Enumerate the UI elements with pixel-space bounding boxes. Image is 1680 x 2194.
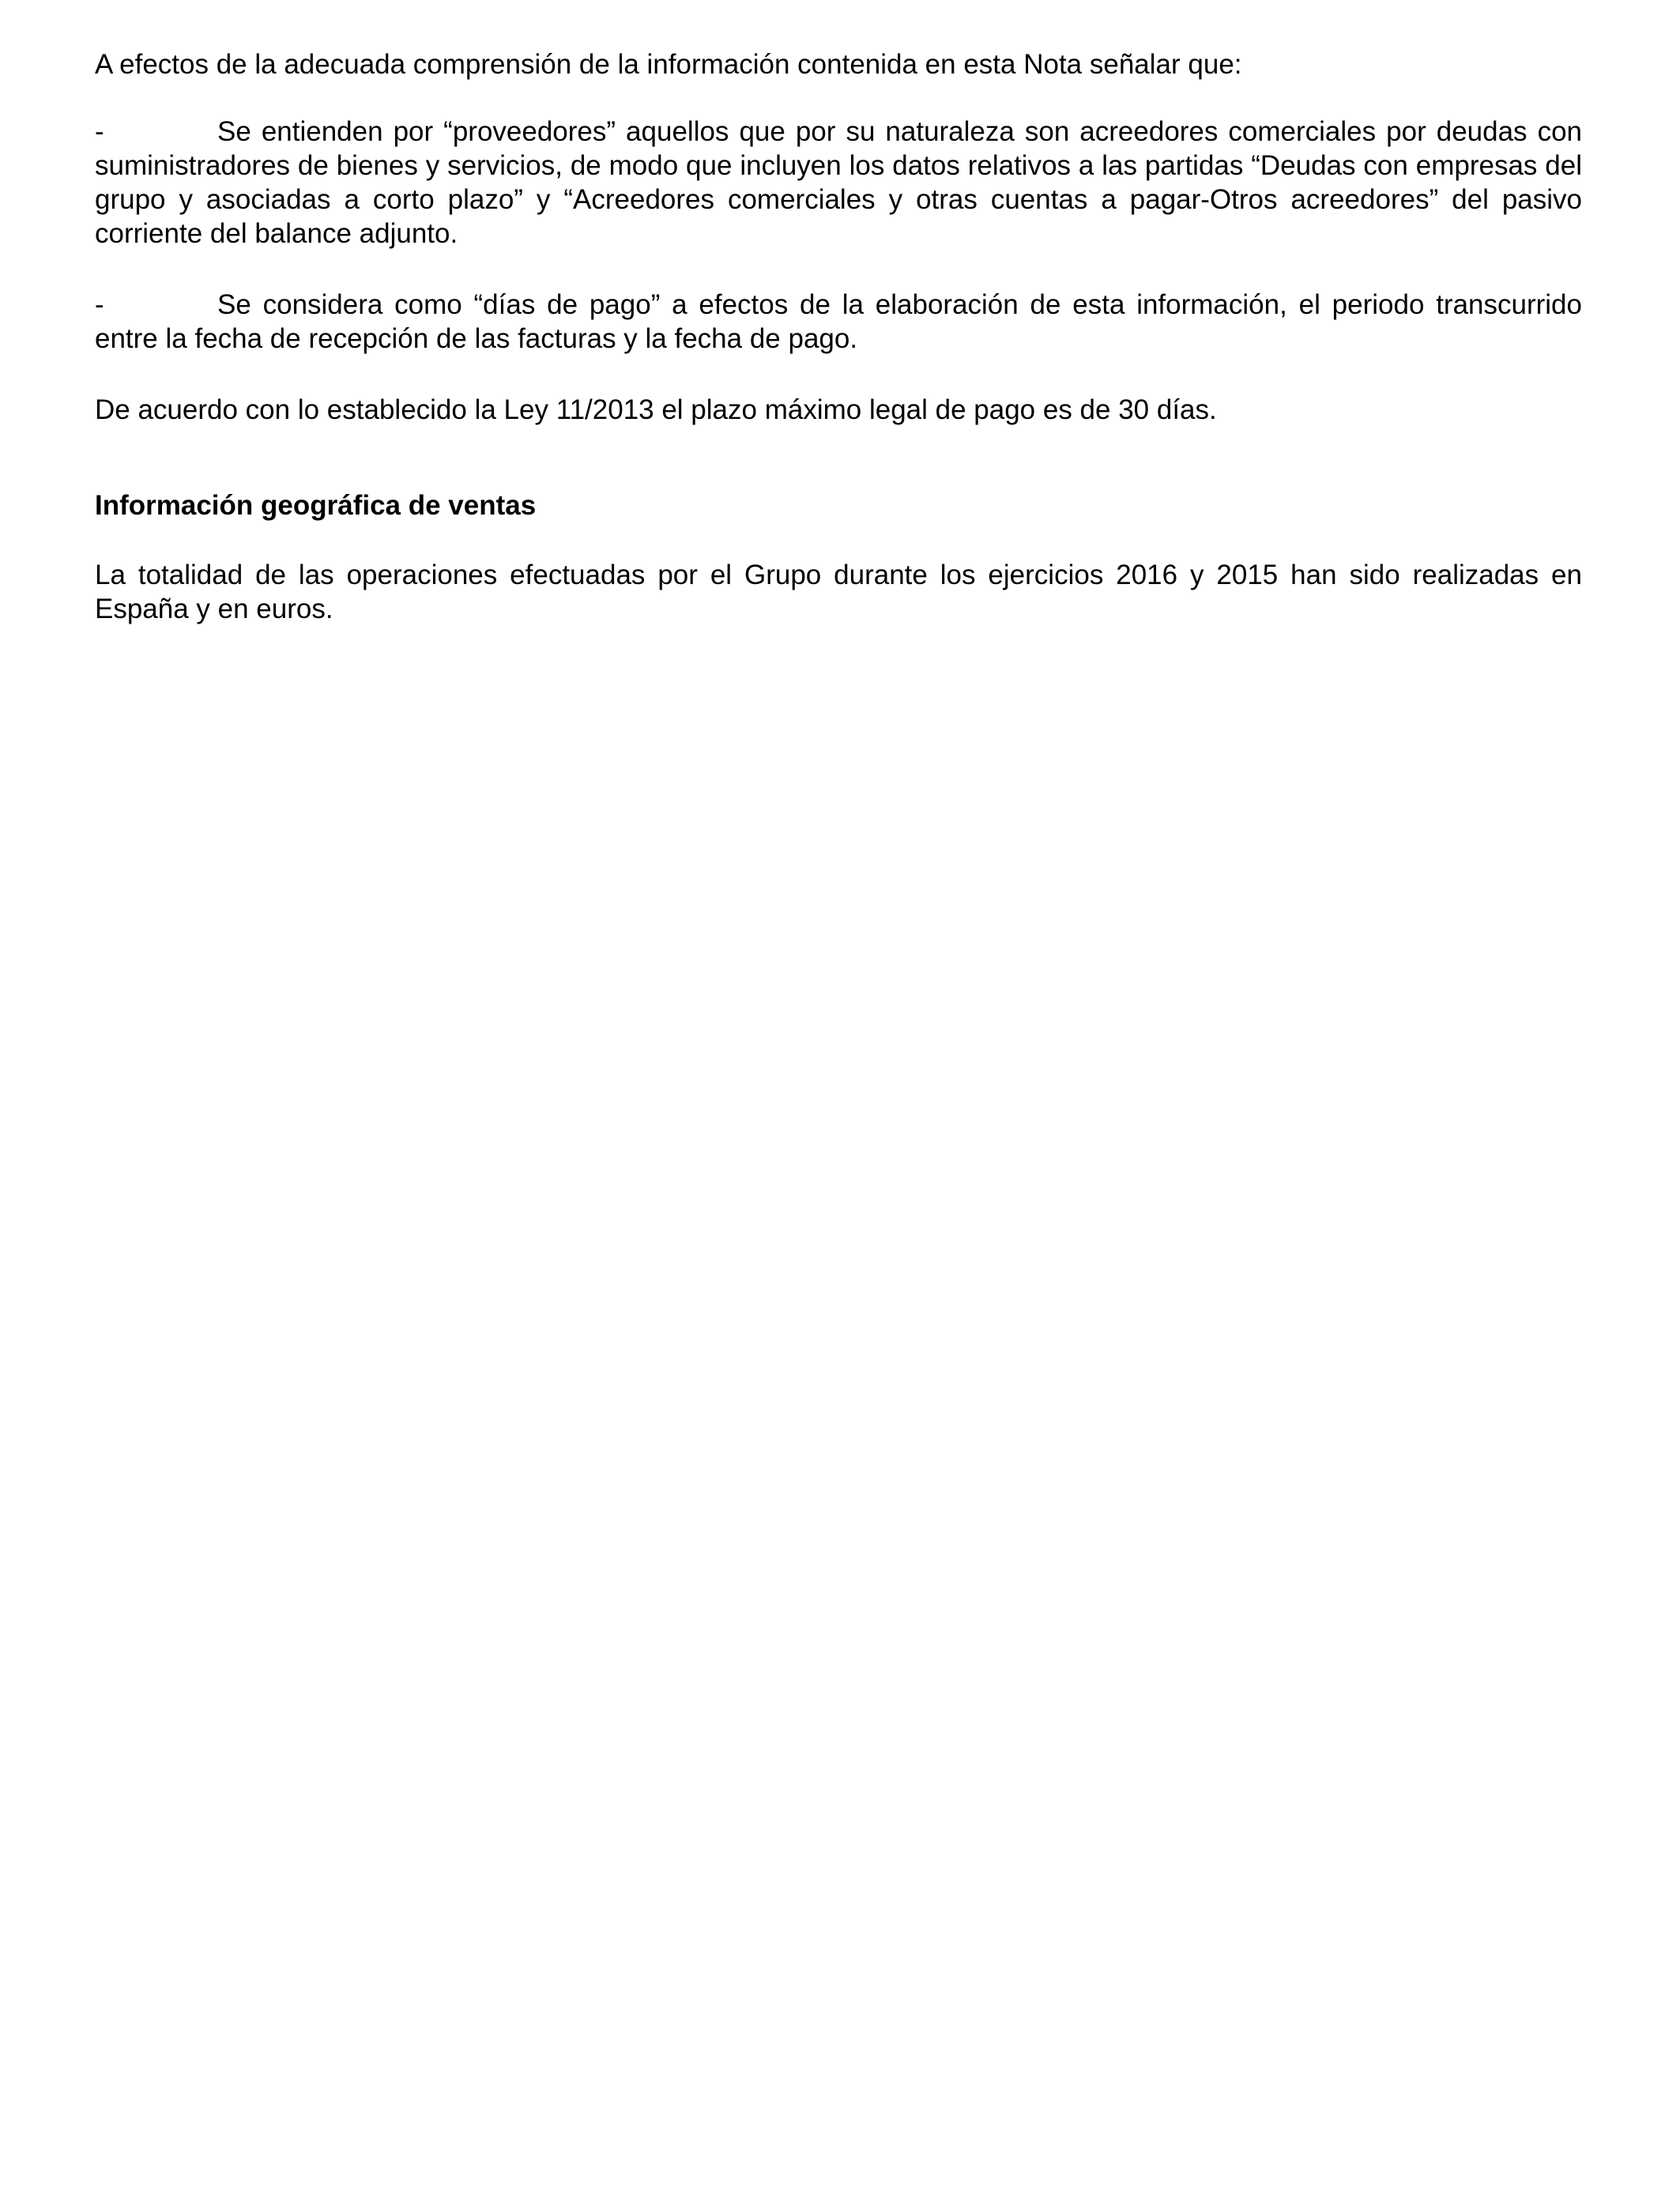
intro-paragraph: A efectos de la adecuada comprensión de la información contenida en esta Nota señalar que: [95,49,1242,80]
bullet-item-proveedores [95,115,1582,251]
page-content [95,47,1582,626]
bullet-text: Se entienden por “proveedores” aquellos que por su naturaleza son acreedores comerciales por deudas con suministradores de bienes y servicios, de modo que incluyen los datos relativos a las partidas “Deudas con empresas del grupo y asociadas a corto plazo” y “Acreedores comerciales y otras cuentas a pagar-Otros acreedores” del pasivo corriente del balance adjunto. [95,116,1582,249]
bullet-marker: - [95,116,104,147]
bullet-item-dias-de-pago [95,288,1582,356]
bullet-marker: - [95,289,104,320]
bullet-text: Se considera como “días de pago” a efectos de la elaboración de esta información, el periodo transcurrido entre la fecha de recepción de las facturas y la fecha de pago. [95,289,1582,354]
section-paragraph: La totalidad de las operaciones efectuadas por el Grupo durante los ejercicios 2016 y 2015 han sido realizadas en España y en euros. [95,560,1582,624]
legal-note-paragraph: De acuerdo con lo establecido la Ley 11/2013 el plazo máximo legal de pago es de 30 días. [95,394,1217,425]
section-heading: Información geográfica de ventas [95,490,537,521]
